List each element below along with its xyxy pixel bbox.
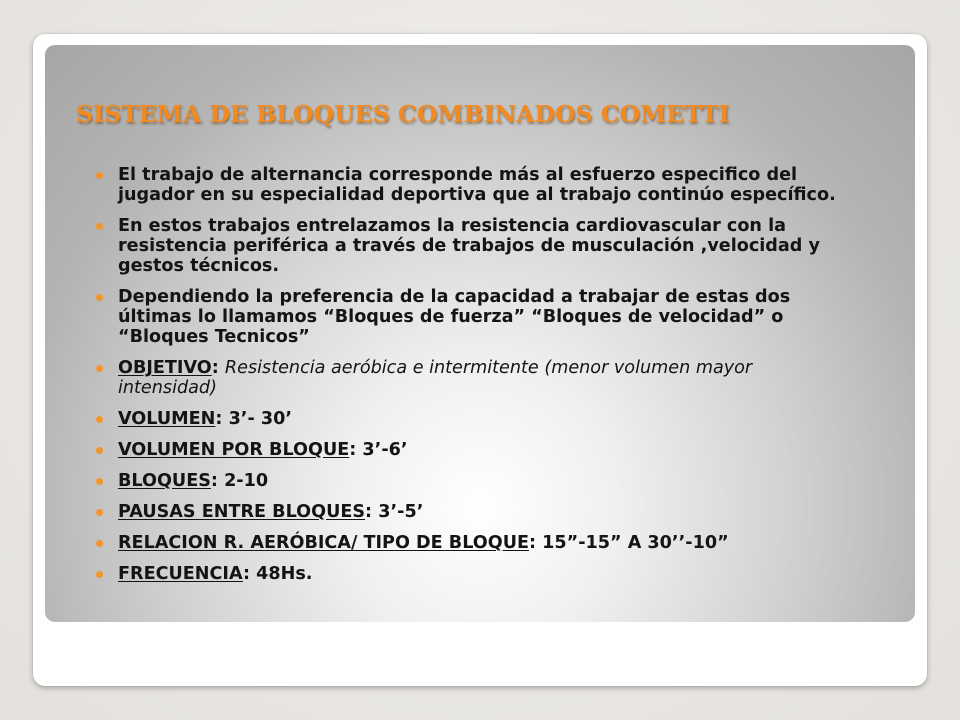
bullet-label: RELACION R. AERÓBICA/ TIPO DE BLOQUE [118, 533, 529, 553]
bullet-separator: : [349, 440, 363, 460]
bullet-dot-icon [96, 478, 103, 485]
bullet-item-volumen [96, 409, 851, 429]
bullet-label: VOLUMEN POR BLOQUE [118, 440, 350, 460]
bullet-label: FRECUENCIA [118, 564, 243, 584]
bullet-value: 3’-5’ [378, 502, 424, 522]
bullet-separator: : [365, 502, 379, 522]
bullet-value: Resistencia aeróbica e intermitente (menor volumen mayor intensidad) [118, 358, 753, 398]
bullet-text: El trabajo de alternancia corresponde más al esfuerzo especifico del jugador en su especialidad deportiva que al trabajo continúo específico. [118, 165, 836, 205]
bullet-item [96, 216, 851, 276]
bullet-text: Dependiendo la preferencia de la capacidad a trabajar de estas dos últimas lo llamamos “Bloques de fuerza” “Bloques de velocidad” o “Bloques Tecnicos” [118, 287, 791, 347]
bullet-item-pausas [96, 502, 851, 522]
bullet-text: En estos trabajos entrelazamos la resistencia cardiovascular con la resistencia periférica a través de trabajos de musculación ,velocidad y gestos técnicos. [118, 216, 820, 276]
bullet-item [96, 287, 851, 347]
bullet-dot-icon [96, 172, 103, 179]
bullet-value: 3’-6’ [362, 440, 408, 460]
bullet-dot-icon [96, 447, 103, 454]
bullet-dot-icon [96, 509, 103, 516]
bullet-dot-icon [96, 365, 103, 372]
bullet-separator: : [210, 471, 225, 491]
bullet-separator: : [211, 358, 225, 378]
bullet-label: PAUSAS ENTRE BLOQUES [118, 502, 366, 522]
bullet-dot-icon [96, 571, 103, 578]
bullet-separator: : [215, 409, 229, 429]
slide-title: SISTEMA DE BLOQUES COMBINADOS COMETTI [76, 100, 730, 128]
bullet-value: 48Hs. [256, 564, 313, 584]
bullet-item-objetivo [96, 358, 851, 398]
bullet-value: 15”-15” A 30’’-10” [542, 533, 729, 553]
bullet-dot-icon [96, 540, 103, 547]
bullet-list [96, 165, 851, 595]
bullet-item-volumen-por-bloque [96, 440, 851, 460]
bullet-dot-icon [96, 223, 103, 230]
bullet-dot-icon [96, 416, 103, 423]
bullet-value: 2-10 [224, 471, 269, 491]
bullet-item-relacion [96, 533, 851, 553]
bullet-label: OBJETIVO [118, 358, 212, 378]
bullet-value: 3’- 30’ [228, 409, 293, 429]
bullet-label: VOLUMEN [118, 409, 216, 429]
bullet-label: BLOQUES [118, 471, 211, 491]
bullet-item-frecuencia [96, 564, 851, 584]
bullet-separator: : [529, 533, 543, 553]
bullet-item-bloques [96, 471, 851, 491]
bullet-item [96, 165, 851, 205]
bullet-separator: : [242, 564, 257, 584]
bullet-dot-icon [96, 294, 103, 301]
